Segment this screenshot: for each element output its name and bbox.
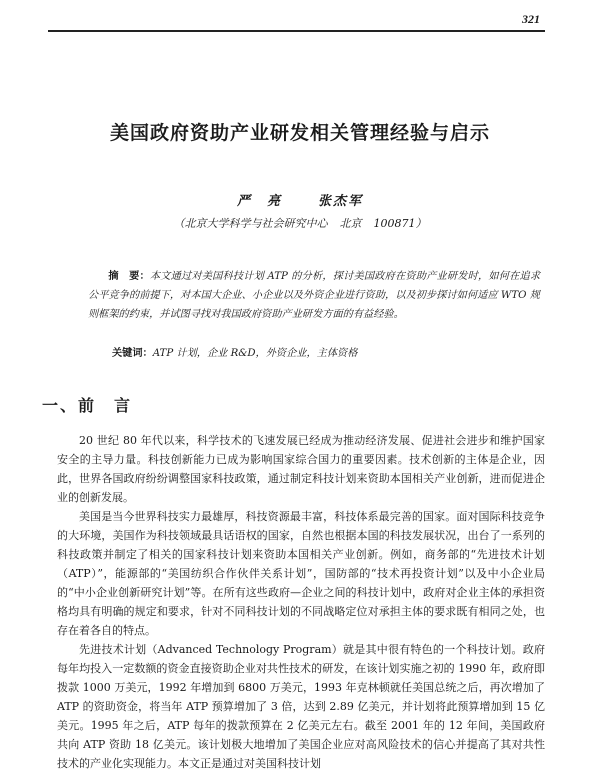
author-1: 严 亮 (236, 194, 282, 209)
paper-title: 美国政府资助产业研发相关管理经验与启示 (109, 122, 490, 144)
keywords (112, 344, 540, 359)
keywords-label: 关键词： (112, 347, 153, 359)
abstract (88, 267, 540, 324)
abstract-label: 摘 要： (108, 270, 150, 282)
affiliation (0, 215, 600, 231)
header-rule (48, 30, 545, 32)
body-text (57, 431, 545, 773)
page-number: 321 (522, 12, 540, 26)
paragraph-3: 先进技术计划（Advanced Technology Program）就是其中很有特色的一个科技计划。政府每年均投入一定数额的资金直接资助企业对共性技术的研发，在该计划实施之初的 1990 年，政府即拨款 1000 万美元，1992 年增加到 6800 万美元，1993 年克林顿就任美国总统之后，再次增加了 ATP 的资助资金，将当年 ATP 预算增加了 3 倍，达到 2.89 亿美元，并计划将此预算增加到 15 亿美元。1995 年之后，ATP 每年的拨款预算在 2 亿美元左右。截至 2001 年的 12 年间，美国政府共向 ATP 资助 18 亿美元。该计划极大地增加了美国企业应对高风险技术的信心并提高了其对共性技术的产业化实现能力。本文正是通过对美国科技计划 (57, 643, 545, 770)
paragraph-2: 美国是当今世界科技实力最雄厚，科技资源最丰富，科技体系最完善的国家。面对国际科技竞争的大环境，美国作为科技领域最具话语权的国家，自然也根据本国的科技发展状况，出台了一系列的科技政策并制定了相关的国家科技计划来资助本国相关产业创新。例如，商务部的“先进技术计划（ATP）”，能源部的“美国纺织合作伙伴关系计划”，国防部的“技术再投资计划”以及中小企业局的“中小企业创新研究计划”等。在所有这些政府—企业之间的科技计划中，政府对企业主体的承担资格均具有明确的规定和要求，针对不同科技计划的不同战略定位对承担主体的要求既有相同之处，也存在着各自的特点。 (57, 510, 545, 637)
author-line (0, 190, 600, 209)
paragraph-1: 20 世纪 80 年代以来，科学技术的飞速发展已经成为推动经济发展、促进社会进步和维护国家安全的主导力量。科技创新能力已成为影响国家综合国力的重要因素。技术创新的主体是企业，因此，世界各国政府纷纷调整国家科技政策，通过制定科技计划来资助本国相关产业创新，进而促进企业的创新发展。 (57, 434, 545, 504)
section-heading: 一、前 言 (42, 396, 133, 415)
abstract-text: 本文通过对美国科技计划 ATP 的分析，探讨美国政府在资助产业研发时，如何在追求公平竞争的前提下，对本国大企业、小企业以及外资企业进行资助，以及初步探讨如何适应 WTO 规则框架的约束，并试图寻找对我国政府资助产业研发方面的有益经验。 (88, 271, 541, 320)
keywords-text: ATP 计划，企业 R&D，外资企业，主体资格 (152, 348, 358, 359)
affiliation-institute: （北京大学科学与社会研究中心 (173, 217, 328, 230)
affiliation-postcode: 100871） (373, 217, 427, 230)
affiliation-city: 北京 (339, 217, 362, 230)
author-2: 张杰军 (318, 194, 364, 209)
